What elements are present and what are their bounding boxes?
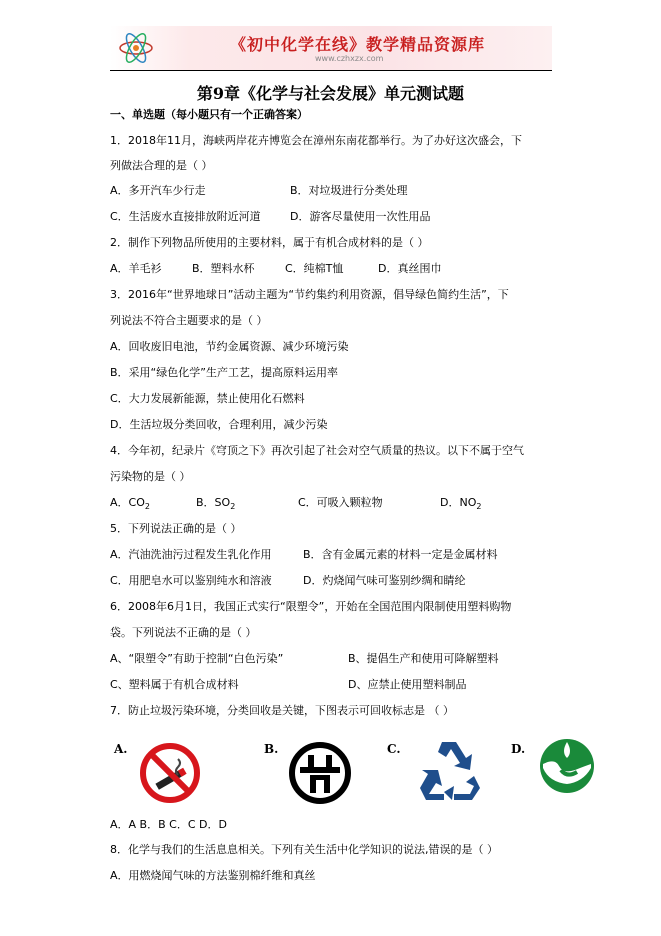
q4-option-a: A．$CO_2$ — [110, 496, 150, 512]
q4-stem-line2: 污染物的是（ ） — [110, 470, 191, 483]
q6-option-c: C、塑料属于有机合成材料 — [110, 678, 239, 691]
q6-option-d: D、应禁止使用塑料制品 — [348, 678, 467, 691]
q3-option-b: B．采用“绿色化学”生产工艺，提高原料运用率 — [110, 366, 338, 379]
q7-label-c: C. — [387, 742, 401, 756]
banner-title: 《初中化学在线》教学精品资源库 — [230, 35, 486, 54]
q6-stem-line1: 6．2008年6月1日，我国正式实行“限塑令”，开始在全国范围内限制使用塑料购物 — [110, 600, 512, 613]
q5-option-d: D．灼烧闻气味可鉴别纱绸和睛纶 — [303, 574, 466, 587]
page-title: 第9章《化学与社会发展》单元测试题 — [196, 84, 465, 103]
q3-stem-line2: 列说法不符合主题要求的是（ ） — [110, 314, 268, 327]
q4-option-b: B．$SO_2$ — [196, 496, 236, 512]
banner-url: www.czhxzx.com — [315, 54, 384, 63]
section-heading: 一、单选题（每小题只有一个正确答案） — [110, 108, 308, 121]
q1-stem-line1: 1．2018年11月，海峡两岸花卉博览会在漳州东南花都举行。为了办好这次盛会，下 — [110, 134, 522, 147]
q5-option-c: C．用肥皂水可以鉴别纯水和溶液 — [110, 574, 272, 587]
q2-option-a: A．羊毛衫 — [110, 262, 162, 275]
q3-stem-line1: 3．2016年“世界地球日”活动主题为“节约集约利用资源，倡导绿色简约生活”，下 — [110, 288, 509, 301]
q1-option-a: A．多开汽车少行走 — [110, 184, 206, 197]
q2-stem-line1: 2．制作下列物品所使用的主要材料，属于有机合成材料的是（ ） — [110, 236, 429, 249]
q5-stem-line1: 5．下列说法正确的是（ ） — [110, 522, 242, 535]
q2-option-d: D．真丝围巾 — [378, 262, 442, 275]
q3-option-a: A．回收废旧电池，节约金属资源、减少环境污染 — [110, 340, 349, 353]
q4-stem-line1: 4．今年初，纪录片《穹顶之下》再次引起了社会对空气质量的热议。以下不属于空气 — [110, 444, 524, 457]
q7-stem-line1: 7．防止垃圾污染环境，分类回收是关键，下图表示可回收标志是 （ ） — [110, 704, 454, 717]
q7-label-a: A. — [114, 742, 128, 756]
q7-answer-options: A．A B．B C．C D．D — [110, 818, 227, 831]
q1-option-d: D．游客尽量使用一次性用品 — [290, 210, 431, 223]
q3-option-c: C．大力发展新能源，禁止使用化石燃料 — [110, 392, 305, 405]
q4-option-c: C．可吸入颗粒物 — [298, 496, 383, 509]
q3-option-d: D．生活垃圾分类回收，合理利用，减少污染 — [110, 418, 328, 431]
q6-option-a: A、“限塑令”有助于控制“白色污染” — [110, 652, 284, 665]
q1-stem-line2: 列做法合理的是（ ） — [110, 159, 213, 172]
q1-option-c: C．生活废水直接排放附近河道 — [110, 210, 261, 223]
q6-option-b: B、提倡生产和使用可降解塑料 — [348, 652, 499, 665]
q5-option-a: A．汽油洗油污过程发生乳化作用 — [110, 548, 272, 561]
q7-label-d: D. — [511, 742, 526, 756]
q2-option-b: B．塑料水杯 — [192, 262, 255, 275]
q2-option-c: C．纯棉T恤 — [285, 262, 344, 275]
header-banner — [110, 26, 552, 71]
water-saving-icon — [288, 741, 352, 805]
q4-option-d: D．$NO_2$ — [440, 496, 482, 512]
green-food-icon — [537, 734, 597, 798]
q8-option-a: A．用燃烧闻气味的方法鉴别棉纤维和真丝 — [110, 869, 316, 882]
recycle-icon — [414, 736, 484, 804]
q1-option-b: B．对垃圾进行分类处理 — [290, 184, 408, 197]
q5-option-b: B．含有金属元素的材料一定是金属材料 — [303, 548, 498, 561]
no-smoking-icon — [138, 741, 202, 805]
atom-logo-icon — [116, 30, 156, 66]
q8-stem-line1: 8．化学与我们的生活息息相关。下列有关生活中化学知识的说法,错误的是（ ） — [110, 843, 498, 856]
q7-label-b: B. — [264, 742, 279, 756]
q6-stem-line2: 袋。下列说法不正确的是（ ） — [110, 626, 257, 639]
